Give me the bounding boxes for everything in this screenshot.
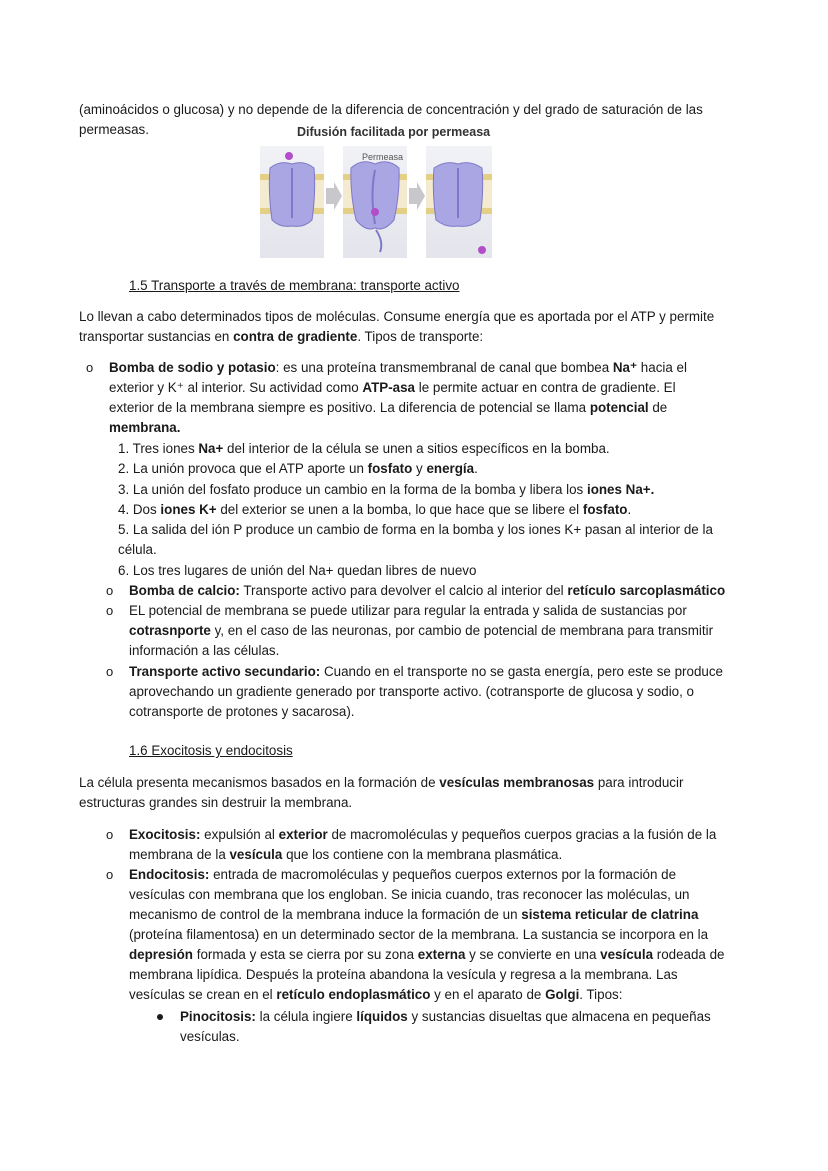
exo-line-1: Exocitosis: expulsión al exterior de macromoléculas y pequeños cuerpos gracias a la fusión de la — [129, 827, 717, 842]
step-5-line-1: 5. La salida del ión P produce un cambio de forma en la bomba y los iones K+ pasan al interior de la — [118, 522, 713, 537]
step-4: 4. Dos iones K+ del exterior se unen a la bomba, lo que hace que se libere el fosfato. — [118, 502, 632, 517]
endo-line-7: vesículas se crean en el retículo endoplasmático y en el aparato de Golgi. Tipos: — [129, 987, 623, 1002]
heading-1-6: 1.6 Exocitosis y endocitosis — [129, 743, 293, 758]
intro-line-2: permeasas. — [79, 122, 149, 137]
potencial-line-1: EL potencial de membrana se puede utilizar para regular la entrada y salida de sustancias por — [129, 603, 687, 618]
calcio-line: Bomba de calcio: Transporte activo para devolver el calcio al interior del retículo sarcoplasmático — [129, 583, 726, 598]
s16-p1-line-1: La célula presenta mecanismos basados en la formación de vesículas membranosas para introducir — [79, 775, 684, 790]
bullet-circle: o — [106, 827, 114, 842]
secundario-line-2: aprovechando un gradiente generado por transporte activo. (cotransporte de glucosa y sodio, o — [129, 684, 695, 699]
permease-diffusion-figure — [258, 124, 494, 260]
endo-line-3: mecanismo de control de la membrana induce la formación de un sistema reticular de clatrina — [129, 907, 699, 922]
arrow-1 — [326, 182, 342, 210]
step-6: 6. Los tres lugares de unión del Na+ quedan libres de nuevo — [118, 563, 477, 578]
s15-p1-line-2: transportar sustancias en contra de gradiente. Tipos de transporte: — [79, 329, 484, 344]
s16-p1-line-2: estructuras grandes sin destruir la membrana. — [79, 795, 353, 810]
bullet-circle: o — [86, 360, 94, 375]
arrow-2 — [409, 182, 425, 210]
bullet-circle: o — [106, 664, 114, 679]
permease-label: Permeasa — [362, 152, 404, 162]
bullet-circle: o — [106, 583, 114, 598]
intro-line-1: (aminoácidos o glucosa) y no depende de la diferencia de concentración y del grado de saturación de las — [79, 102, 703, 117]
secundario-line-3: cotransporte de protones y sacarosa). — [129, 704, 355, 719]
molecule-2 — [371, 208, 379, 216]
bullet-dot — [157, 1014, 163, 1020]
endo-line-6: membrana lipídica. Después la proteína abandona la vesícula y regresa a la membrana. Las — [129, 967, 678, 982]
molecule-3 — [478, 246, 486, 254]
step-3: 3. La unión del fosfato produce un cambio en la forma de la bomba y libera los iones Na+. — [118, 482, 655, 497]
bullet-circle: o — [106, 603, 114, 618]
figure-title: Difusión facilitada por permeasa — [297, 125, 491, 139]
endo-line-4: (proteína filamentosa) en un determinado sector de la membrana. La sustancia se incorpora en la — [129, 927, 709, 942]
exo-line-2: membrana de la vesícula que los contiene con la membrana plasmática. — [129, 847, 563, 862]
panel-1 — [260, 146, 324, 258]
potencial-line-2: cotrasnporte y, en el caso de las neuronas, por cambio de potencial de membrana para transmitir — [129, 623, 714, 638]
heading-1-5: 1.5 Transporte a través de membrana: transporte activo — [129, 278, 460, 293]
panel-2 — [343, 146, 407, 258]
s15-p1-line-1: Lo llevan a cabo determinados tipos de moléculas. Consume energía que es aportada por el ATP y permite — [79, 309, 715, 324]
bomba-line-4: membrana. — [109, 420, 181, 435]
pino-line-1: Pinocitosis: la célula ingiere líquidos y sustancias disueltas que almacena en pequeñas — [180, 1009, 711, 1024]
endo-line-1: Endocitosis: entrada de macromoléculas y pequeños cuerpos externos por la formación de — [129, 867, 677, 882]
bomba-line-1: Bomba de sodio y potasio: es una proteína transmembranal de canal que bombea Na⁺ hacia el — [109, 360, 687, 375]
endo-line-2: vesículas con membrana que los engloban. Se inicia cuando, tras reconocer las moléculas, un — [129, 887, 690, 902]
panel-3 — [426, 146, 492, 258]
molecule-1 — [285, 152, 293, 160]
step-2: 2. La unión provoca que el ATP aporte un fosfato y energía. — [118, 461, 478, 476]
secundario-line-1: Transporte activo secundario: Cuando en el transporte no se gasta energía, pero este se produce — [129, 664, 723, 679]
endo-line-5: depresión formada y esta se cierra por su zona externa y se convierte en una vesícula rodeada de — [129, 947, 725, 962]
potencial-line-3: información a las células. — [129, 643, 280, 658]
step-1: 1. Tres iones Na+ del interior de la célula se unen a sitios específicos en la bomba. — [118, 441, 610, 456]
step-5-line-2: célula. — [118, 542, 157, 557]
bomba-line-2: exterior y K⁺ al interior. Su actividad como ATP-asa le permite actuar en contra de gradiente. El — [109, 380, 676, 395]
bullet-circle: o — [106, 867, 114, 882]
pino-line-2: vesículas. — [180, 1029, 240, 1044]
bomba-line-3: exterior de la membrana siempre es positivo. La diferencia de potencial se llama potencial de — [109, 400, 668, 415]
